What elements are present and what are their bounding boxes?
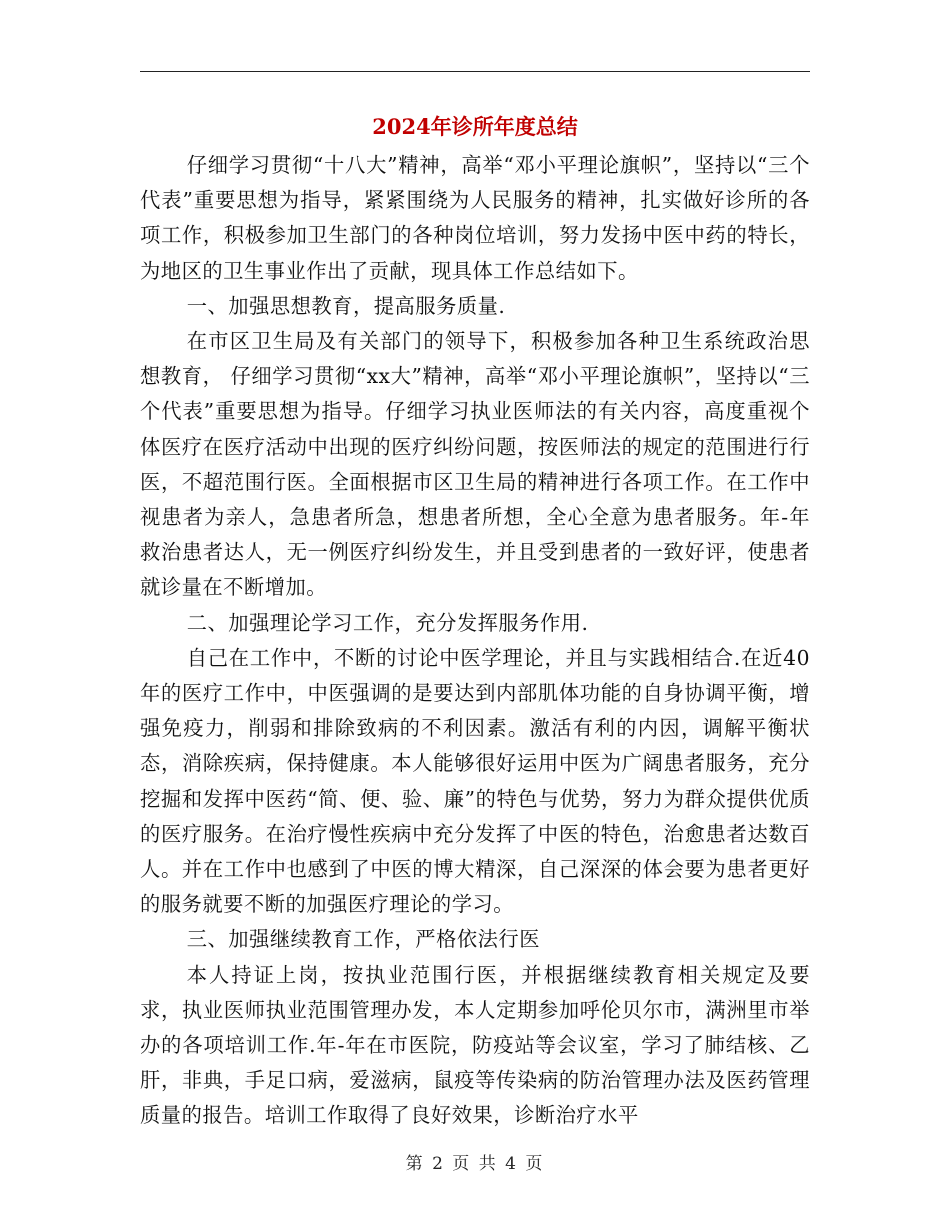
section-3-paragraph: 本人持证上岗，按执业范围行医，并根据继续教育相关规定及要求，执业医师执业范围管理办发，本人定期参加呼伦贝尔市，满洲里市举办的各项培训工作.年-年在市医院，防疫站等会议室，学习了肺结核、乙肝，非典，手足口病，爱滋病，鼠疫等传染病的防治管理办法及医药管理质量的报告。培训工作取得了良好效果，诊断治疗水平: [140, 962, 810, 1128]
page-number: 第 2 页 共 4 页: [405, 1154, 545, 1174]
section-heading-1: 一、加强思想教育，提高服务质量.: [186, 293, 506, 318]
section-heading-3: 三、加强继续教育工作，严格依法行医: [186, 927, 540, 952]
section-1-paragraph: 在市区卫生局及有关部门的领导下，积极参加各种卫生系统政治思想教育， 仔细学习贯彻“xx大”精神，高举“邓小平理论旗帜”，坚持以“三个代表”重要思想为指导。仔细学习执业医师法的有关内容，高度重视个体医疗在医疗活动中出现的医疗纠纷问题，按医师法的规定的范围进行行医，不超范围行医。全面根据市区卫生局的精神进行各项工作。在工作中视患者为亲人，急患者所急，想患者所想，全心全意为患者服务。年-年救治患者达人，无一例医疗纠纷发生，并且受到患者的一致好评，使患者就诊量在不断增加。: [140, 329, 810, 600]
header-rule: [140, 71, 810, 72]
document-body: [140, 148, 810, 1134]
section-heading-2: 二、加强理论学习工作，充分发挥服务作用.: [186, 610, 589, 635]
section-2-paragraph: 自己在工作中，不断的讨论中医学理论，并且与实践相结合.在近40年的医疗工作中，中医强调的是要达到内部肌体功能的自身协调平衡，增强免疫力，削弱和排除致病的不利因素。激活有利的内因，调解平衡状态，消除疾病，保持健康。本人能够很好运用中医为广阔患者服务，充分挖掘和发挥中医药“简、便、验、廉”的特色与优势，努力为群众提供优质的医疗服务。在治疗慢性疾病中充分发挥了中医的特色，治愈患者达数百人。并在工作中也感到了中医的博大精深，自己深深的体会要为患者更好的服务就要不断的加强医疗理论的学习。: [140, 645, 810, 917]
intro-paragraph: 仔细学习贯彻“十八大”精神，高举“邓小平理论旗帜”，坚持以“三个代表”重要思想为指导，紧紧围绕为人民服务的精神，扎实做好诊所的各项工作，积极参加卫生部门的各种岗位培训，努力发扬中医中药的特长，为地区的卫生事业作出了贡献，现具体工作总结如下。: [140, 153, 810, 283]
document-title: 2024年诊所年度总结: [372, 114, 578, 139]
